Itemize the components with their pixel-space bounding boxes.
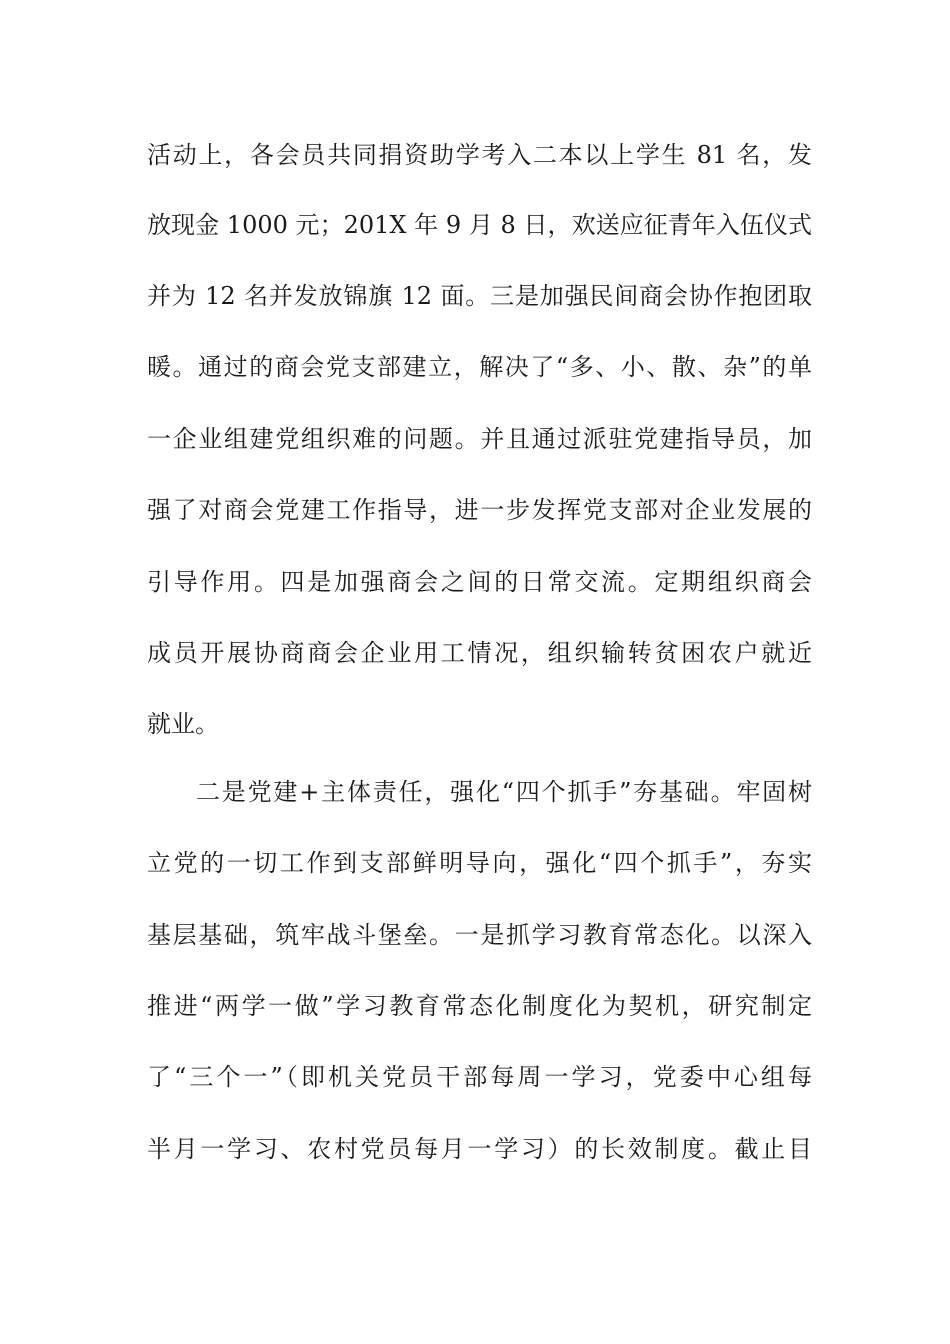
paragraph-2-line-5: 了“三个一”（即机关党员干部每周一学习，党委中心组每 [147, 1063, 812, 1091]
paragraph-2-line-2: 立党的一切工作到支部鲜明导向，强化“四个抓手”，夯实 [147, 849, 812, 877]
paragraph-1-line-1: 活动上，各会员共同捐资助学考入二本以上学生 81 名，发 [147, 141, 812, 169]
paragraph-1-line-2: 放现金 1000 元；201X 年 9 月 8 日，欢送应征青年入伍仪式 [147, 211, 812, 239]
paragraph-2-line-4: 推进“两学一做”学习教育常态化制度化为契机，研究制定 [147, 992, 812, 1020]
paragraph-2-line-6: 半月一学习、农村党员每月一学习）的长效制度。截止目 [147, 1135, 812, 1163]
paragraph-1-line-4: 暖。通过的商会党支部建立，解决了“多、小、散、杂”的单 [147, 353, 812, 381]
paragraph-2-line-1: 二是党建+主体责任，强化“四个抓手”夯基础。牢固树 [196, 778, 812, 806]
paragraph-1-line-5: 一企业组建党组织难的问题。并且通过派驻党建指导员，加 [147, 425, 812, 453]
paragraph-1-line-8: 成员开展协商商会企业用工情况，组织输转贫困农户就近 [147, 639, 812, 667]
paragraph-2-line-3: 基层基础，筑牢战斗堡垒。一是抓学习教育常态化。以深入 [147, 921, 812, 949]
paragraph-1-line-9: 就业。 [147, 710, 219, 738]
paragraph-1-line-3: 并为 12 名并发放锦旗 12 面。三是加强民间商会协作抱团取 [147, 282, 812, 310]
paragraph-1-line-7: 引导作用。四是加强商会之间的日常交流。定期组织商会 [147, 568, 812, 596]
paragraph-1-line-6: 强了对商会党建工作指导，进一步发挥党支部对企业发展的 [147, 496, 812, 524]
